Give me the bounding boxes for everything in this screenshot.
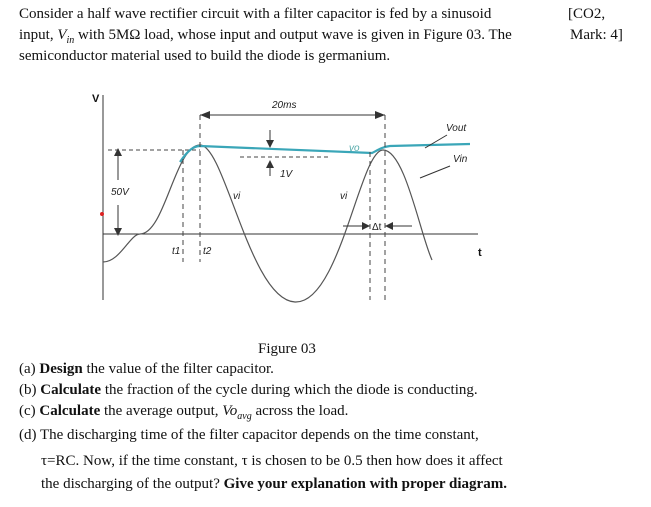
- period-label: 20ms: [272, 100, 297, 111]
- question-line-1: Consider a half wave rectifier circuit with a filter capacitor is fed by a sinusoid: [19, 6, 492, 22]
- vin-label: Vin: [453, 154, 468, 165]
- figure-caption: Figure 03: [258, 341, 316, 357]
- part-a: (a) Design the value of the filter capacitor.: [19, 361, 274, 377]
- part-d-line-3: the discharging of the output? Give your explanation with proper diagram.: [41, 476, 507, 492]
- question-line-2: input, $V_{in}$ with 5MΩ load, whose input and output wave is given in Figure 03. The: [19, 27, 512, 46]
- part-d-line-2: τ=RC. Now, if the time constant, τ is chosen to be 0.5 then how does it affect: [41, 453, 503, 469]
- vi-left-label: vi: [233, 191, 241, 202]
- vo-avg-symbol: $Vo_{avg}$: [222, 403, 252, 422]
- question-line-3: semiconductor material used to build the diode is germanium.: [19, 48, 391, 64]
- part-b: (b) Calculate the fraction of the cycle during which the diode is conducting.: [19, 382, 478, 398]
- delta-t-label: Δt: [372, 222, 382, 233]
- v-axis-label: V: [92, 93, 100, 105]
- t1-label: t1: [172, 246, 181, 257]
- t2-label: t2: [203, 246, 212, 257]
- t-axis-label: t: [478, 247, 482, 259]
- vo-small-label: vo: [349, 143, 360, 154]
- vout-label: Vout: [446, 123, 467, 134]
- vi-right-label: vi: [340, 191, 348, 202]
- part-d-line-1: (d) The discharging time of the filter capacitor depends on the time constant,: [19, 427, 479, 443]
- red-marker: [100, 212, 104, 216]
- vin-waveform: [103, 145, 432, 302]
- part-c: (c) Calculate the average output, $Vo_{avg}$ across the load.: [19, 403, 349, 422]
- mark-tag: Mark: 4]: [570, 27, 623, 43]
- amplitude-label: 50V: [111, 187, 129, 198]
- vin-symbol: $V_{in}$: [57, 27, 75, 46]
- co-tag: [CO2,: [568, 6, 606, 22]
- ripple-label: 1V: [280, 169, 293, 180]
